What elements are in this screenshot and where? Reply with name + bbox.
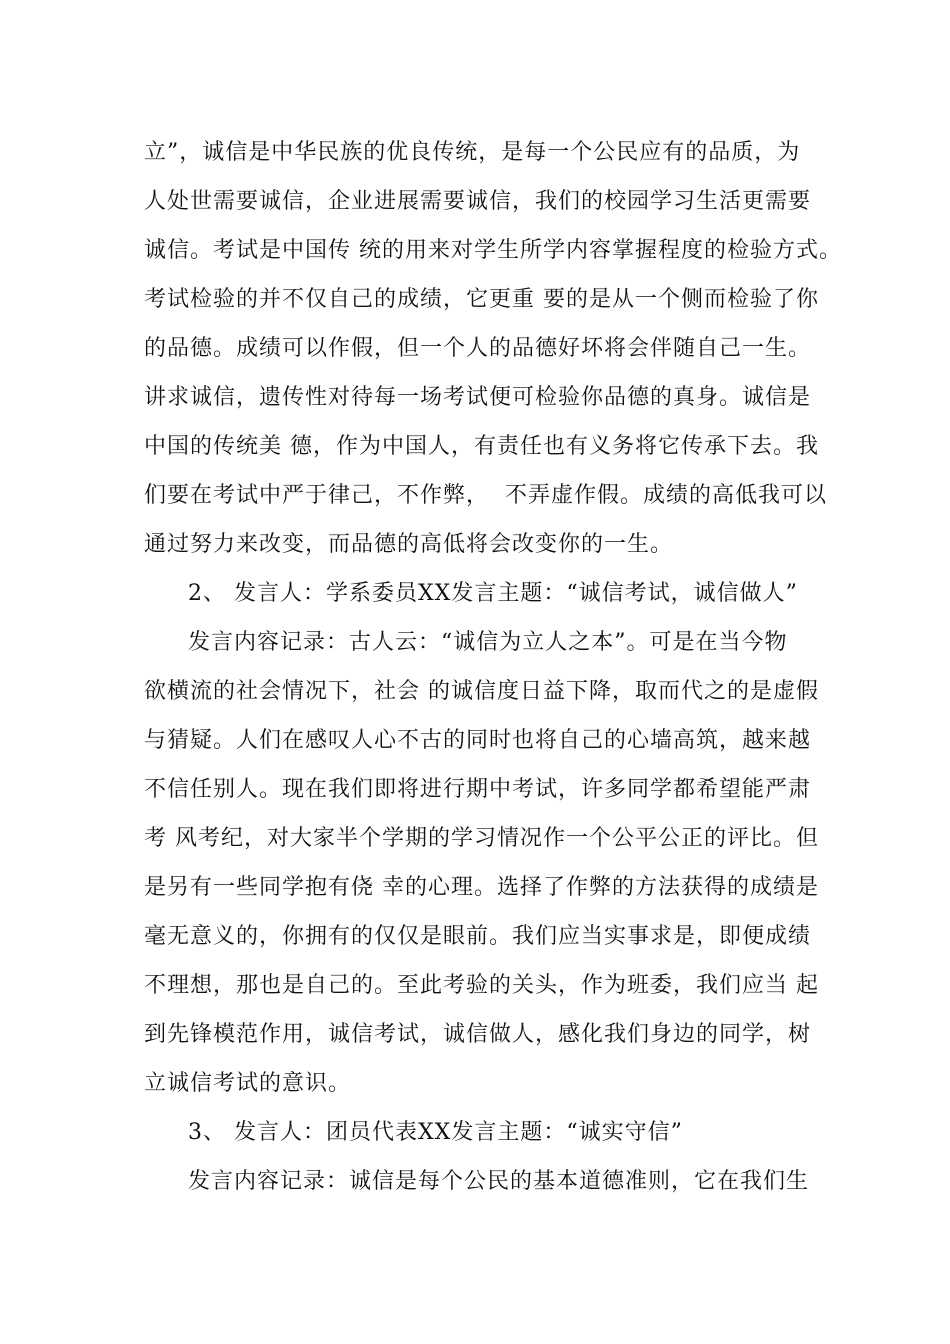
text-line-5: 的品德。成绩可以作假，但一个人的品德好坏将会伴随自己一生。 [144, 336, 812, 361]
text-line-7: 中国的传统美 德，作为中国人，有责任也有义务将它传承下去。我 [144, 434, 819, 459]
text-line-8: 们要在考试中严于律己，不作弊， 不弄虚作假。成绩的高低我可以 [144, 483, 827, 508]
document-body [144, 128, 842, 1206]
text-line-18: 不理想，那也是自己的。至此考验的关头，作为班委，我们应当 起 [144, 973, 819, 998]
speech-record-2-start: 发言内容记录：古人云：“诚信为立人之本”。可是在当今物 [188, 630, 788, 655]
text-line-17: 毫无意义的，你拥有的仅仅是眼前。我们应当实事求是，即便成绩 [144, 924, 812, 949]
text-line-9: 通过努力来改变，而品德的高低将会改变你的一生。 [144, 532, 674, 557]
text-line-20: 立诚信考试的意识。 [144, 1071, 352, 1096]
text-line-16: 是另有一些同学抱有侥 幸的心理。选择了作弊的方法获得的成绩是 [144, 875, 819, 900]
text-line-6: 讲求诚信，遗传性对待每一场考试便可检验你品德的真身。诚信是 [144, 385, 812, 410]
text-line-2: 人处世需要诚信，企业进展需要诚信，我们的校园学习生活更需要 [144, 189, 812, 214]
text-line-19: 到先锋模范作用，诚信考试，诚信做人，感化我们身边的同学，树 [144, 1022, 812, 1047]
text-line-1: 立”，诚信是中华民族的优良传统，是每一个公民应有的品质，为 [144, 140, 801, 165]
text-line-3: 诚信。考试是中国传 统的用来对学生所学内容掌握程度的检验方式。 [144, 238, 842, 263]
text-line-4: 考试检验的并不仅自己的成绩，它更重 要的是从一个侧而检验了你 [144, 287, 819, 312]
text-line-15: 考 风考纪，对大家半个学期的学习情况作一个公平公正的评比。但 [144, 826, 819, 851]
text-line-13: 与猜疑。人们在感叹人心不古的同时也将自己的心墙高筑，越来越 [144, 728, 812, 753]
speaker-heading-3: 3、 发言人：团员代表XX发言主题：“诚实守信” [188, 1120, 683, 1145]
speech-record-3-start: 发言内容记录：诚信是每个公民的基本道德准则，它在我们生 [188, 1169, 810, 1194]
speaker-heading-2: 2、 发言人：学系委员XX发言主题：“诚信考试，诚信做人” [188, 581, 798, 606]
text-line-14: 不信任别人。现在我们即将进行期中考试，许多同学都希望能严肃 [144, 777, 812, 802]
text-line-12: 欲横流的社会情况下，社会 的诚信度日益下降，取而代之的是虚假 [144, 679, 819, 704]
